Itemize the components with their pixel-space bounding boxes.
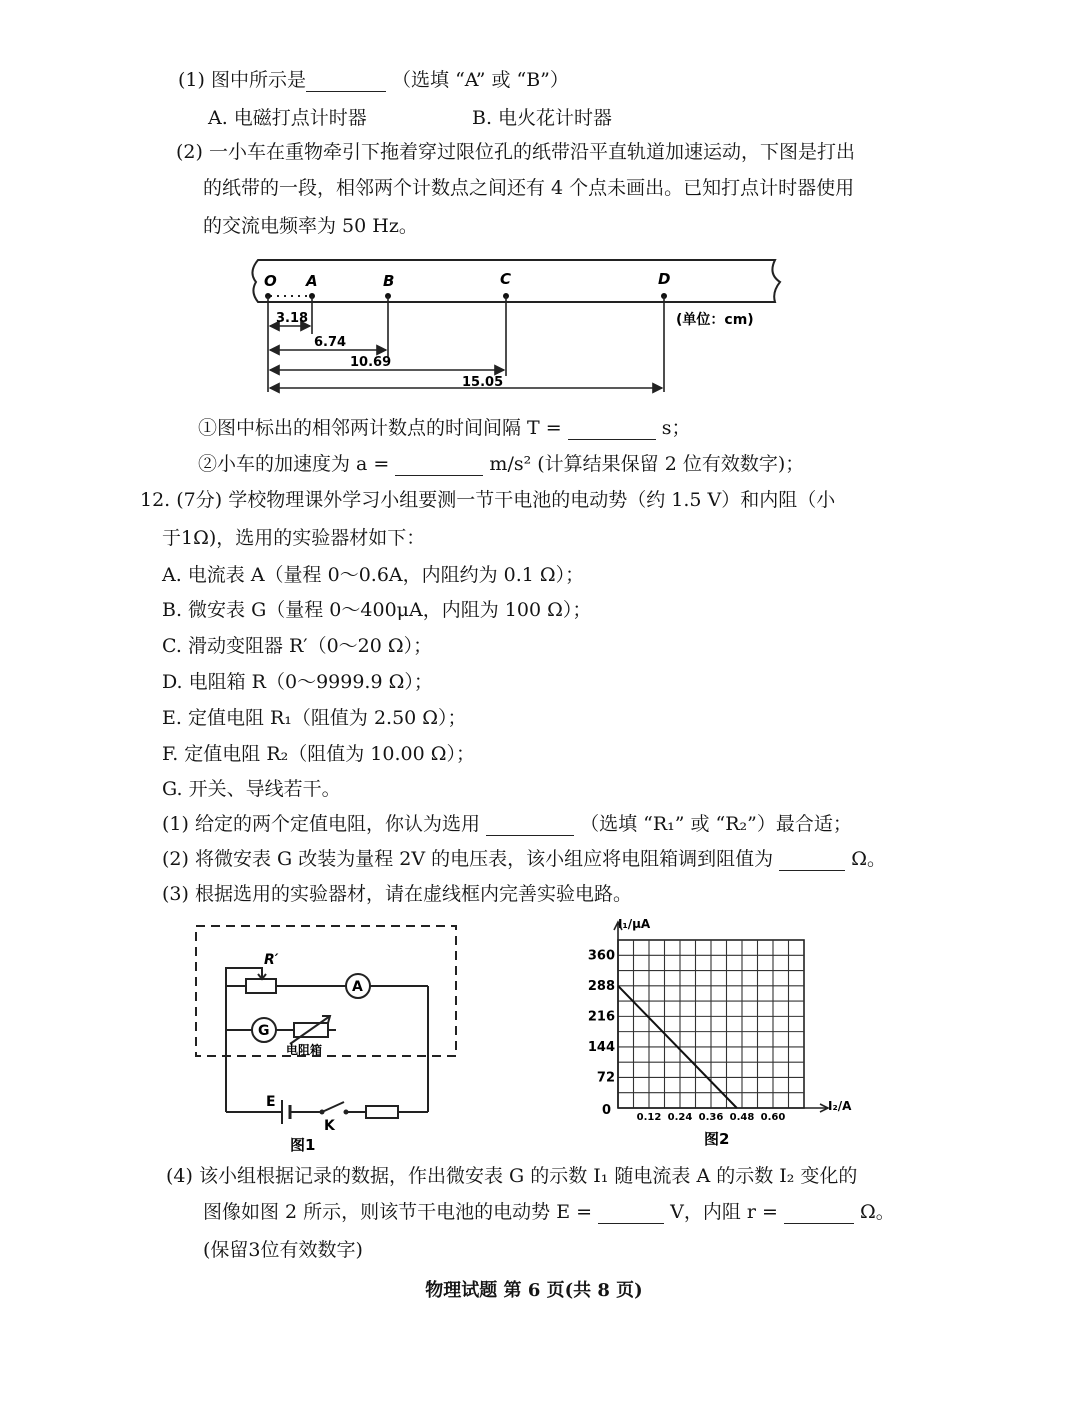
graph-y-tick-label: 360 xyxy=(587,948,615,964)
graph-y-tick-label: 144 xyxy=(587,1039,615,1055)
q11-sub2-answer-blank[interactable] xyxy=(395,455,483,476)
q12-sub4-line2 xyxy=(203,1200,895,1224)
q12-sub1-suffix: （选填 “R₁” 或 “R₂”）最合适； xyxy=(580,813,852,835)
tape-label-a: A xyxy=(306,272,318,290)
q12-header-2: 于1Ω)，选用的实验器材如下： xyxy=(162,527,426,549)
q12-sub1-prefix: (1) 给定的两个定值电阻，你认为选用 xyxy=(162,813,480,835)
graph-y-tick-label: 216 xyxy=(587,1009,615,1025)
tape-unit-label: (单位：cm) xyxy=(676,312,754,328)
q11-sub1-answer-blank[interactable] xyxy=(568,419,656,440)
q11-p2-line1 xyxy=(176,140,855,164)
q12-sub3: (3) 根据选用的实验器材，请在虚线框内完善实验电路。 xyxy=(162,883,632,905)
label-resistance-box: 电阻箱 xyxy=(286,1043,323,1057)
q12-item-e: E. 定值电阻 R₁（阻值为 2.50 Ω）； xyxy=(162,707,467,729)
rheostat-symbol xyxy=(246,979,276,993)
dim-label-oc: 10.69 xyxy=(350,355,392,370)
graph-y-tick-label: 72 xyxy=(596,1070,615,1086)
q12-item-f: F. 定值电阻 R₂（阻值为 10.00 Ω）； xyxy=(162,743,475,765)
fixed-resistor-symbol xyxy=(366,1106,398,1118)
graph-x-tick-label: 0.36 xyxy=(698,1112,724,1123)
label-ammeter: A xyxy=(352,979,363,995)
graph-y-tick-label: 288 xyxy=(587,978,615,994)
dim-label-od: 15.05 xyxy=(462,375,504,390)
q11-sub2-suffix: m/s² (计算结果保留 2 位有效数字)； xyxy=(489,453,805,475)
q12-sub2-line xyxy=(162,847,886,871)
tape-label-b: B xyxy=(383,272,395,290)
q11-sub1-prefix: ①图中标出的相邻两计数点的时间间隔 T = xyxy=(198,417,562,439)
q12-sub4-line3: (保留3位有效数字) xyxy=(203,1239,363,1261)
q12-sub2-prefix: (2) 将微安表 G 改装为量程 2V 的电压表，该小组应将电阻箱调到阻值为 xyxy=(162,848,774,870)
q11-p2-text-3: 的交流电频率为 50 Hz。 xyxy=(203,215,418,237)
q12-sub1-answer-blank[interactable] xyxy=(486,815,574,836)
q12-sub4-r-prefix: V，内阻 r = xyxy=(670,1201,778,1223)
q11-p1-suffix: （选填 “A” 或 “B”） xyxy=(392,69,569,91)
graph-x-tick-label: 0.48 xyxy=(729,1112,755,1123)
q11-p1-label: (1) xyxy=(178,69,205,91)
q11-sub1-line xyxy=(198,416,691,440)
q12-sub4-e-answer-blank[interactable] xyxy=(598,1203,664,1224)
paper-tape-diagram xyxy=(240,252,800,402)
label-microammeter: G xyxy=(258,1023,270,1039)
label-battery: E xyxy=(266,1094,276,1110)
q11-sub2-line xyxy=(198,452,804,476)
graph-x-tick-label: 0.24 xyxy=(667,1112,693,1123)
label-switch: K xyxy=(324,1118,335,1134)
figure1-caption: 图1 xyxy=(290,1136,316,1154)
q12-item-g: G. 开关、导线若干。 xyxy=(162,778,341,800)
tape-label-c: C xyxy=(500,270,512,288)
tape-label-d: D xyxy=(658,270,671,288)
q12-item-c: C. 滑动变阻器 R′（0～20 Ω）； xyxy=(162,635,433,657)
q11-p2-text-2: 的纸带的一段，相邻两个计数点之间还有 4 个点未画出。已知打点计时器使用 xyxy=(203,177,855,199)
q11-option-a: A. 电磁打点计时器 xyxy=(208,107,367,129)
q12-sub2-answer-blank[interactable] xyxy=(779,850,845,871)
q11-sub1-suffix: s； xyxy=(661,417,691,439)
circuit-diagram xyxy=(186,918,476,1158)
label-rprime: R′ xyxy=(264,952,279,968)
q12-sub1-line xyxy=(162,812,852,836)
graph-x-axis-label: I₂/A xyxy=(828,1099,852,1113)
q12-sub4-e-prefix: 图像如图 2 所示，则该节干电池的电动势 E = xyxy=(203,1201,593,1223)
q12-item-a: A. 电流表 A（量程 0～0.6A，内阻约为 0.1 Ω）； xyxy=(162,564,585,586)
q12-sub4-r-answer-blank[interactable] xyxy=(784,1203,854,1224)
figure2-caption: 图2 xyxy=(704,1130,730,1148)
q11-p2-label: (2) xyxy=(176,141,203,163)
q11-p1-text: 图中所示是 xyxy=(210,69,306,91)
dim-label-ob: 6.74 xyxy=(314,335,347,350)
q12-header-1: 12. (7分) 学校物理课外学习小组要测一节干电池的电动势（约 1.5 V）和内阻（小 xyxy=(140,489,836,511)
q12-sub4-r-suffix: Ω。 xyxy=(860,1201,895,1223)
tape-outline xyxy=(252,260,780,302)
tape-label-o: O xyxy=(264,272,277,290)
q11-p1-answer-blank[interactable] xyxy=(306,71,386,92)
q11-option-b: B. 电火花计时器 xyxy=(472,107,613,129)
q11-p1-line xyxy=(178,68,569,92)
graph-x-tick-label: 0.12 xyxy=(636,1112,662,1123)
i1-i2-graph xyxy=(587,914,876,1156)
graph-x-tick-label: 0.60 xyxy=(760,1112,786,1123)
graph-origin-label: 0 xyxy=(602,1103,612,1118)
q12-sub2-suffix: Ω。 xyxy=(851,848,886,870)
q12-item-d: D. 电阻箱 R（0～9999.9 Ω）； xyxy=(162,671,433,693)
page-footer: 物理试题 第 6 页(共 8 页) xyxy=(425,1280,643,1301)
graph-y-axis-label: I₁/μA xyxy=(618,917,651,931)
q11-p2-text-1: 一小车在重物牵引下拖着穿过限位孔的纸带沿平直轨道加速运动，下图是打出 xyxy=(208,141,855,163)
q12-sub4-line1: (4) 该小组根据记录的数据，作出微安表 G 的示数 I₁ 随电流表 A 的示数 I₂ 变化的 xyxy=(166,1165,858,1187)
switch-symbol[interactable] xyxy=(322,1102,344,1112)
q12-item-b: B. 微安表 G（量程 0～400μA，内阻为 100 Ω）； xyxy=(162,599,592,621)
dim-label-oa: 3.18 xyxy=(276,311,309,326)
q11-sub2-prefix: ②小车的加速度为 a = xyxy=(198,453,390,475)
